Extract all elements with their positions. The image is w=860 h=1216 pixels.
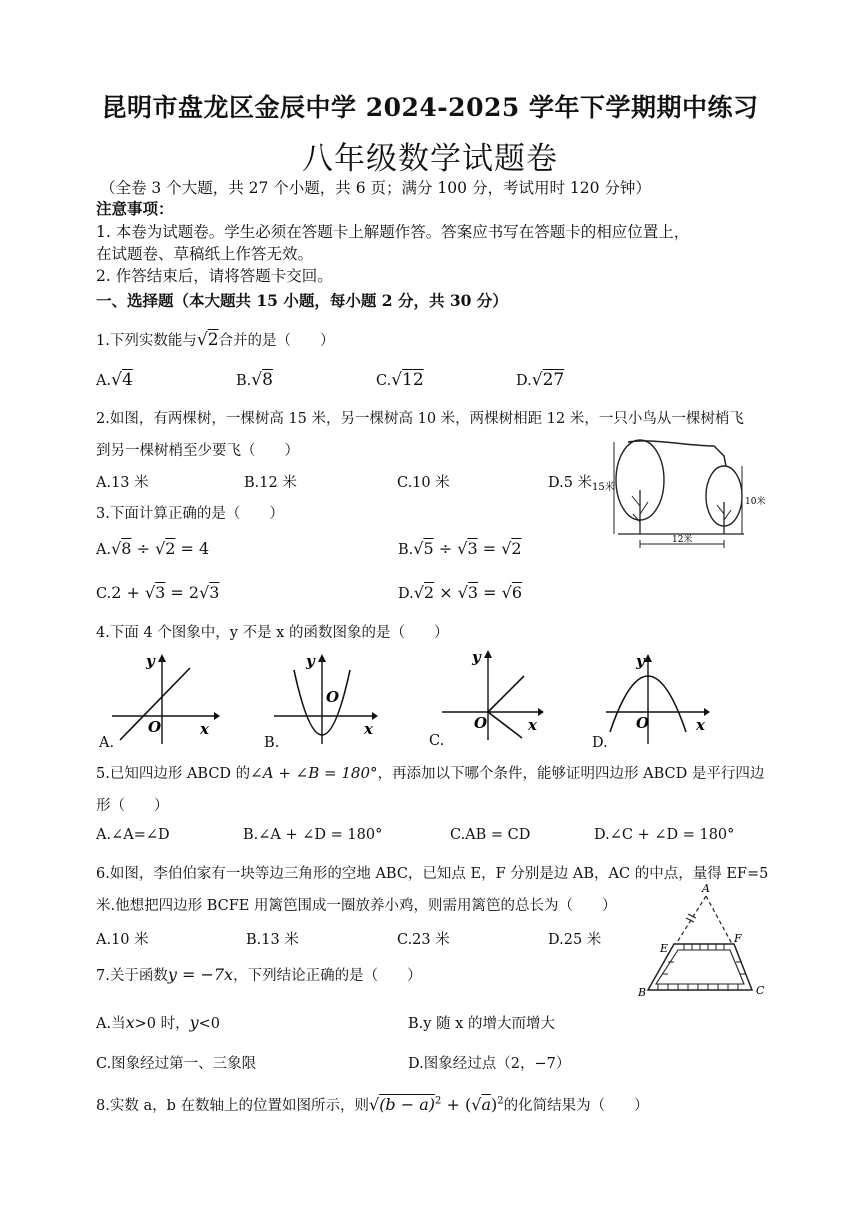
question-1-option-c[interactable]: C.√12 (376, 370, 424, 390)
question-1-option-a[interactable]: A.√4 (96, 370, 133, 390)
svg-text:B: B (638, 986, 647, 999)
svg-text:O: O (148, 718, 162, 736)
question-5-option-a[interactable]: A.∠A=∠D (96, 827, 170, 843)
exam-summary: （全卷 3 个大题，共 27 个小题，共 6 页；满分 100 分，考试用时 120 分钟） (100, 179, 651, 197)
graph-d-label[interactable]: D. (592, 735, 608, 751)
graph-c-ray-up (488, 676, 524, 712)
question-5-line-1: 5.已知四边形 ABCD 的∠A + ∠B = 180°，再添加以下哪个条件，能够证明四边形 ABCD 是平行四边 (96, 764, 765, 782)
notice-item-1-line-1: 1. 本卷为试题卷。学生必须在答题卡上解题作答。答案应书写在答题卡的相应位置上， (96, 223, 690, 241)
graph-c[interactable] (438, 646, 550, 742)
question-5-option-b[interactable]: B.∠A + ∠D = 180° (243, 827, 383, 843)
paper-title: 八年级数学试题卷 (302, 141, 558, 177)
svg-text:x: x (528, 716, 537, 734)
question-6-option-a[interactable]: A.10 米 (96, 932, 149, 948)
question-6-option-d[interactable]: D.25 米 (548, 932, 602, 948)
svg-text:x: x (364, 720, 373, 738)
graph-c-ray-down (488, 712, 522, 738)
distance-label: 12米 (672, 535, 693, 545)
question-5-option-c[interactable]: C.AB = CD (450, 827, 531, 843)
svg-text:y: y (306, 652, 315, 670)
graph-d[interactable] (604, 650, 716, 746)
svg-text:x: x (200, 720, 209, 738)
question-4-stem: 4.下面 4 个图象中，y 不是 x 的函数图象的是（ ） (96, 625, 449, 641)
notice-heading: 注意事项： (96, 199, 174, 218)
left-height-label: 15米 (592, 482, 615, 493)
question-6-option-c[interactable]: C.23 米 (397, 932, 450, 948)
bird-path (628, 441, 726, 466)
question-7-option-a[interactable]: A.当x>0 时，y<0 (96, 1013, 221, 1032)
question-1-stem: 1.下列实数能与√2合并的是（ ） (96, 330, 335, 350)
fence-triangle-figure (628, 880, 776, 1002)
question-2-line-2: 到另一棵树梢至少要飞（ ） (96, 443, 299, 459)
svg-text:O: O (636, 714, 650, 732)
graph-c-label[interactable]: C. (429, 733, 445, 749)
svg-text:O: O (474, 714, 488, 732)
question-7-option-d[interactable]: D.图象经过点（2，−7） (408, 1056, 571, 1072)
svg-text:E: E (660, 942, 669, 955)
notice-item-2: 2. 作答结束后，请将答题卡交回。 (96, 267, 333, 285)
section-1-heading: 一、选择题（本大题共 15 小题，每小题 2 分，共 30 分） (96, 291, 508, 310)
question-1-option-b[interactable]: B.√8 (236, 370, 273, 390)
question-8-stem: 8.实数 a，b 在数轴上的位置如图所示，则$√(b - a)^2 + (√a)^2$的化简结果为（ ） (96, 1095, 649, 1114)
question-2-option-d[interactable]: D.5 米 (548, 475, 593, 491)
question-7-stem: 7.关于函数y = −7x，下列结论正确的是（ ） (96, 965, 422, 984)
graph-b[interactable] (272, 650, 382, 746)
question-3-option-d[interactable]: D.√2 × √3 = √6 (398, 583, 523, 602)
question-5-option-d[interactable]: D.∠C + ∠D = 180° (594, 827, 735, 843)
question-2-line-1: 2.如图，有两棵树，一棵树高 15 米，另一棵树高 10 米，两棵树相距 12 米，一只小鸟从一棵树梢飞 (96, 411, 744, 427)
question-3-option-a[interactable]: A.√8 ÷ √2 = 4 (96, 539, 210, 558)
question-2-option-c[interactable]: C.10 米 (397, 475, 450, 491)
svg-text:y: y (146, 652, 155, 670)
right-height-label: 10米 (745, 497, 766, 507)
question-7-option-c[interactable]: C.图象经过第一、三象限 (96, 1056, 257, 1072)
question-2-option-a[interactable]: A.13 米 (96, 475, 149, 491)
svg-text:A: A (702, 882, 710, 895)
question-5-line-2: 形（ ） (96, 798, 169, 814)
question-6-line-1: 6.如图，李伯伯家有一块等边三角形的空地 ABC，已知点 E，F 分别是边 AB，AC 的中点，量得 EF=5 (96, 866, 769, 882)
graph-a[interactable] (110, 650, 220, 746)
question-3-option-c[interactable]: C.2 + √3 = 2√3 (96, 583, 220, 602)
school-title: 昆明市盘龙区金辰中学 2024-2025 学年下学期期中练习 (101, 93, 759, 122)
question-6-option-b[interactable]: B.13 米 (246, 932, 299, 948)
svg-text:O: O (326, 688, 340, 706)
svg-text:x: x (696, 716, 705, 734)
question-1-option-d[interactable]: D.√27 (516, 370, 565, 390)
notice-item-1-line-2: 在试题卷、草稿纸上作答无效。 (96, 245, 314, 263)
svg-text:y: y (636, 652, 645, 670)
question-6-line-2: 米.他想把四边形 BCFE 用篱笆围成一圈放养小鸡，则需用篱笆的总长为（ ） (96, 898, 617, 914)
graph-a-label[interactable]: A. (99, 735, 115, 751)
trees-figure (592, 432, 782, 554)
svg-text:C: C (756, 984, 765, 997)
svg-text:y: y (472, 648, 481, 666)
question-3-stem: 3.下面计算正确的是（ ） (96, 506, 284, 522)
graph-b-label[interactable]: B. (264, 735, 280, 751)
question-2-option-b[interactable]: B.12 米 (244, 475, 297, 491)
question-3-option-b[interactable]: B.√5 ÷ √3 = √2 (398, 539, 522, 558)
svg-text:F: F (734, 932, 742, 945)
question-7-option-b[interactable]: B.y 随 x 的增大而增大 (408, 1016, 555, 1032)
